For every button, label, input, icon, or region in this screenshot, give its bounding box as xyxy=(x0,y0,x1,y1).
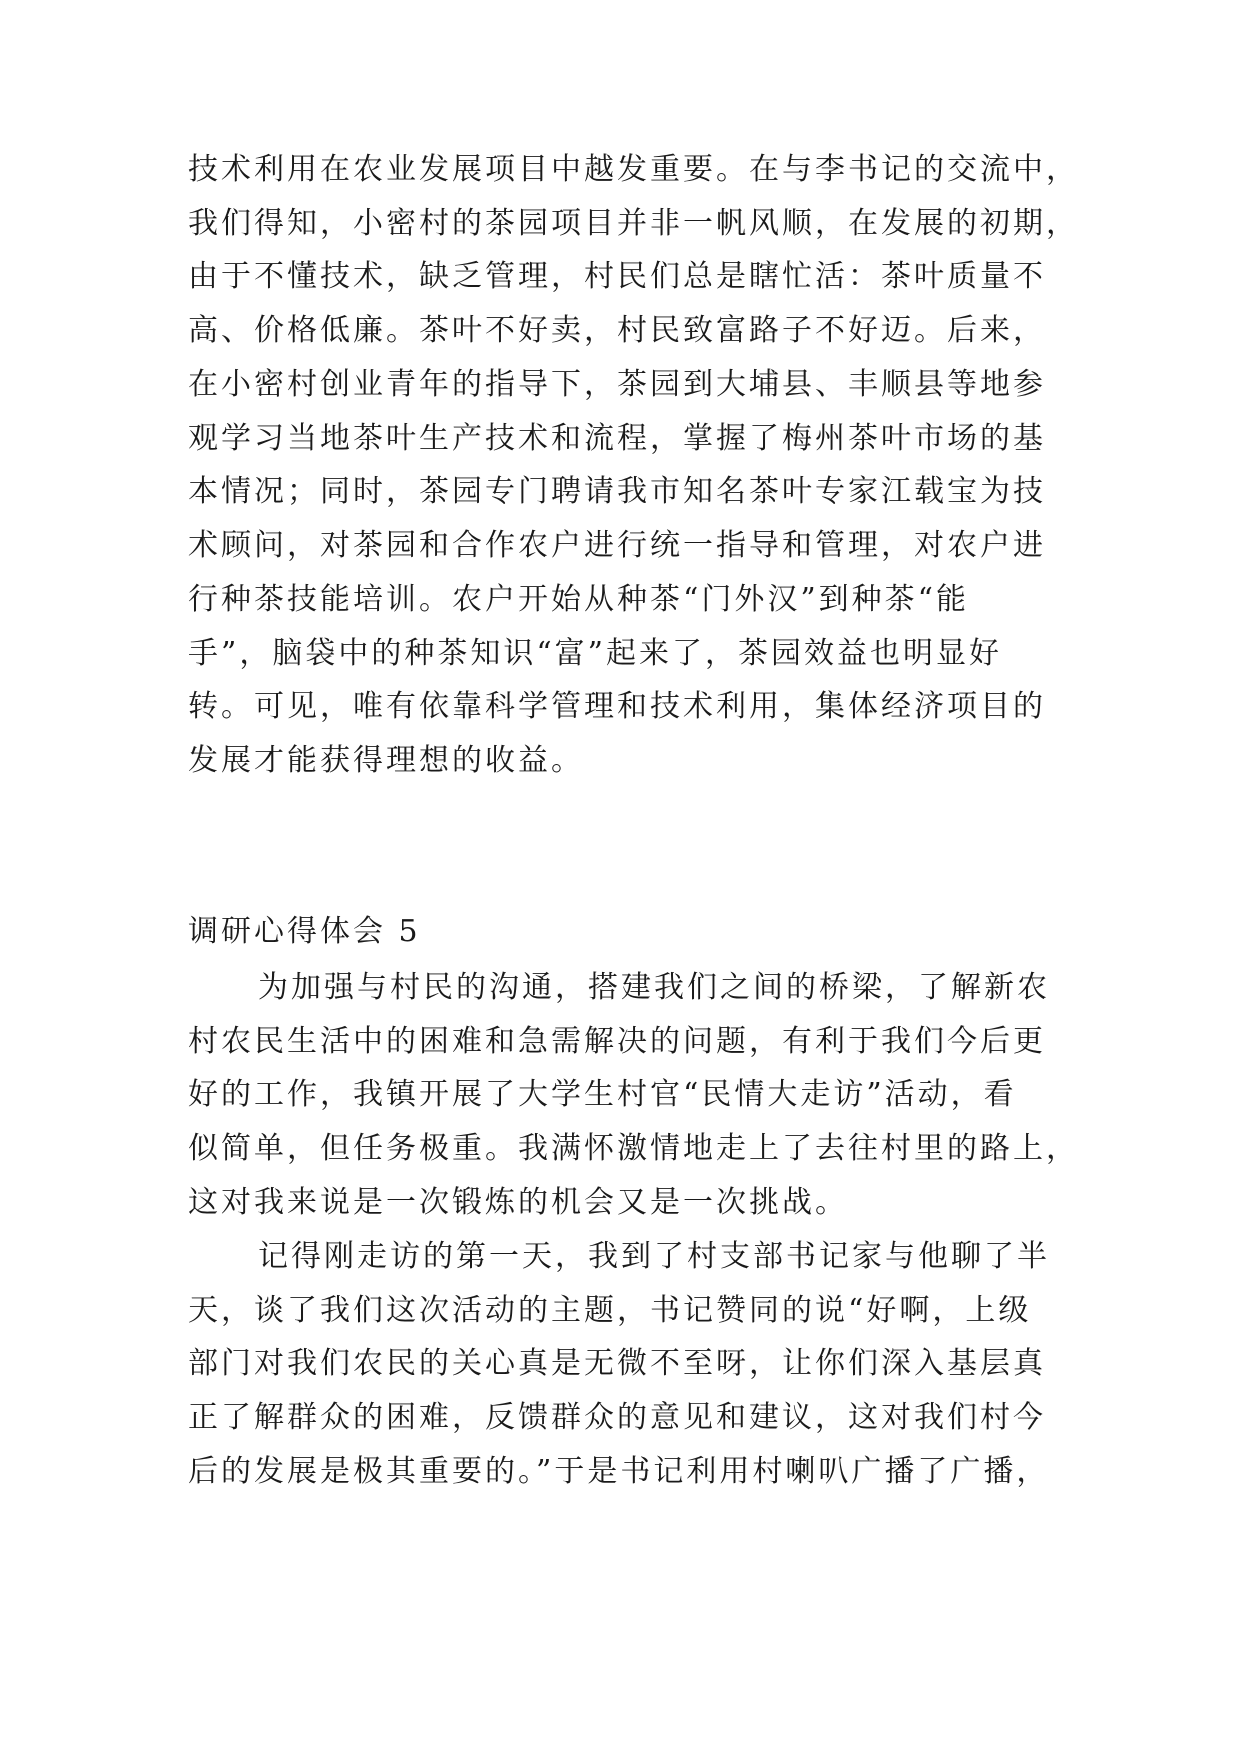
section-heading-text: 调研心得体会 5 xyxy=(188,914,421,949)
paragraph-1 xyxy=(188,968,1088,1228)
text-line: 村农民生活中的困难和急需解决的问题，有利于我们今后更 xyxy=(188,1024,1046,1059)
section-heading xyxy=(188,912,1088,952)
text-line: 在小密村创业青年的指导下，茶园到大埔县、丰顺县等地参 xyxy=(188,367,1046,402)
text-line: 好的工作，我镇开展了大学生村官“民情大走访”活动，看 xyxy=(188,1077,1017,1112)
text-line: 术顾问，对茶园和合作农户进行统一指导和管理，对农户进 xyxy=(188,528,1046,563)
text-line: 天，谈了我们这次活动的主题，书记赞同的说“好啊，上级 xyxy=(188,1293,1032,1328)
text-line: 本情况；同时，茶园专门聘请我市知名茶叶专家江载宝为技 xyxy=(188,474,1046,509)
paragraph-continuation xyxy=(188,150,1088,778)
text-line: 记得刚走访的第一天，我到了村支部书记家与他聊了半 xyxy=(258,1239,1050,1274)
text-line: 我们得知，小密村的茶园项目并非一帆风顺，在发展的初期， xyxy=(188,206,1079,241)
paragraph-2 xyxy=(188,1237,1088,1497)
text-line: 手”，脑袋中的种茶知识“富”起来了，茶园效益也明显好 xyxy=(188,636,1003,671)
text-line: 正了解群众的困难，反馈群众的意见和建议，这对我们村今 xyxy=(188,1400,1046,1435)
text-line: 部门对我们农民的关心真是无微不至呀，让你们深入基层真 xyxy=(188,1346,1046,1381)
text-line: 观学习当地茶叶生产技术和流程，掌握了梅州茶叶市场的基 xyxy=(188,421,1046,456)
text-line: 后的发展是极其重要的。”于是书记利用村喇叭广播了广播， xyxy=(188,1454,1050,1489)
text-line: 行种茶技能培训。农户开始从种茶“门外汉”到种茶“能 xyxy=(188,582,970,617)
text-line: 为加强与村民的沟通，搭建我们之间的桥梁，了解新农 xyxy=(258,970,1050,1005)
text-line: 似简单，但任务极重。我满怀激情地走上了去往村里的路上， xyxy=(188,1131,1079,1166)
text-line: 技术利用在农业发展项目中越发重要。在与李书记的交流中， xyxy=(188,152,1079,187)
text-line: 发展才能获得理想的收益。 xyxy=(188,743,584,778)
text-line: 转。可见，唯有依靠科学管理和技术利用，集体经济项目的 xyxy=(188,689,1046,724)
text-line: 高、价格低廉。茶叶不好卖，村民致富路子不好迈。后来， xyxy=(188,313,1046,348)
text-line: 这对我来说是一次锻炼的机会又是一次挑战。 xyxy=(188,1185,848,1220)
text-line: 由于不懂技术，缺乏管理，村民们总是瞎忙活：茶叶质量不 xyxy=(188,259,1046,294)
